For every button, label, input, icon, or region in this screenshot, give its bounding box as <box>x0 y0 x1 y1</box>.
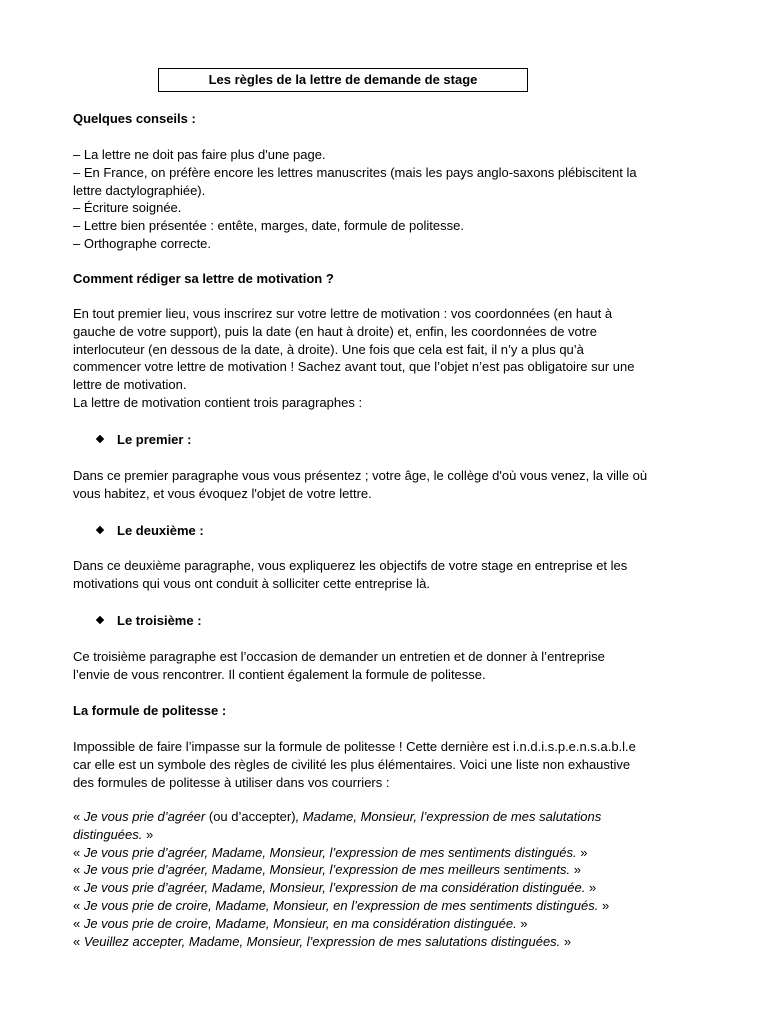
premier-paragraph <box>73 467 698 503</box>
conseils-line: – En France, on préfère encore les lettres manuscrites (mais les pays anglo-saxons plébiscitent la <box>73 164 637 180</box>
bullet-label: Le premier : <box>117 432 192 447</box>
formule-intro-line: Impossible de faire l’impasse sur la formule de politesse ! Cette dernière est i.n.d.i.s.p.e.n.s.a.b.l.e <box>73 739 636 754</box>
conseils-heading: Quelques conseils : <box>73 111 196 126</box>
rediger-line: En tout premier lieu, vous inscrirez sur votre lettre de motivation : vos coordonnées (en haut à <box>73 306 613 321</box>
quote-line: « Je vous prie d’agréer, Madame, Monsieur, l’expression de mes sentiments distingués. » <box>73 844 588 860</box>
quote-line: « Je vous prie de croire, Madame, Monsieur, en ma considération distinguée. » <box>73 915 528 931</box>
conseils-line: – Lettre bien présentée : entête, marges, date, formule de politesse. <box>73 218 464 234</box>
formule-intro <box>73 738 698 791</box>
bullet-deuxieme <box>97 522 204 540</box>
rediger-line: interlocuteur (en dessous de la date, à droite). Une fois que cela est fait, il n’y a plus qu’à <box>73 341 584 357</box>
quote-line: distinguées. » <box>73 826 154 842</box>
formule-quotes <box>73 808 698 950</box>
diamond-bullet-icon <box>96 616 104 624</box>
conseils-line: lettre dactylographiée). <box>73 182 206 198</box>
document-title: Les règles de la lettre de demande de stage <box>158 68 528 92</box>
rediger-line: commencer votre lettre de motivation ! Sachez avant tout, que l’objet n’est pas obligatoire sur une <box>73 359 635 375</box>
paragraph-line: l’envie de vous rencontrer. Il contient également la formule de politesse. <box>73 666 486 682</box>
conseils-line: – Écriture soignée. <box>73 200 182 216</box>
rediger-paragraph <box>73 305 698 412</box>
quote-line: « Je vous prie d’agréer, Madame, Monsieur, l’expression de ma considération distinguée. » <box>73 880 597 896</box>
rediger-line: La lettre de motivation contient trois paragraphes : <box>73 394 363 410</box>
paragraph-line: Dans ce premier paragraphe vous vous présentez ; votre âge, le collège d'où vous venez, la ville où <box>73 468 648 483</box>
deuxieme-paragraph <box>73 557 698 593</box>
rediger-heading: Comment rédiger sa lettre de motivation ? <box>73 271 334 286</box>
diamond-bullet-icon <box>96 526 104 534</box>
paragraph-line: Dans ce deuxième paragraphe, vous expliquerez les objectifs de votre stage en entreprise et les <box>73 558 628 573</box>
quote-line: « Je vous prie d’agréer, Madame, Monsieur, l’expression de mes meilleurs sentiments. » <box>73 862 581 878</box>
troisieme-paragraph <box>73 648 698 684</box>
formule-intro-line: car elle est un symbole des règles de civilité les plus élémentaires. Voici une liste non exhaustive <box>73 756 631 772</box>
diamond-bullet-icon <box>96 435 104 443</box>
formule-heading: La formule de politesse : <box>73 703 227 718</box>
conseils-list <box>73 146 698 253</box>
quote-line: « Je vous prie de croire, Madame, Monsieur, en l’expression de mes sentiments distingués. » <box>73 897 610 913</box>
rediger-line: lettre de motivation. <box>73 377 187 393</box>
paragraph-line: vous habitez, et vous évoquez l'objet de votre lettre. <box>73 485 372 501</box>
bullet-premier <box>97 431 191 449</box>
paragraph-line: motivations qui vous ont conduit à solliciter cette entreprise là. <box>73 575 430 591</box>
formule-intro-line: des formules de politesse à utiliser dans vos courriers : <box>73 774 390 790</box>
quote-line: « Je vous prie d’agréer (ou d’accepter), Madame, Monsieur, l’expression de mes salutations <box>73 809 602 824</box>
paragraph-line: Ce troisième paragraphe est l’occasion de demander un entretien et de donner à l’entreprise <box>73 649 605 664</box>
bullet-label: Le deuxième : <box>117 523 204 538</box>
quote-line: « Veuillez accepter, Madame, Monsieur, l’expression de mes salutations distinguées. » <box>73 933 572 949</box>
bullet-label: Le troisième : <box>117 613 202 628</box>
rediger-line: gauche de votre support), puis la date (en haut à droite) et, enfin, les coordonnées de votre <box>73 323 597 339</box>
conseils-line: – La lettre ne doit pas faire plus d'une page. <box>73 147 326 162</box>
bullet-troisieme <box>97 612 202 630</box>
conseils-line: – Orthographe correcte. <box>73 235 212 251</box>
